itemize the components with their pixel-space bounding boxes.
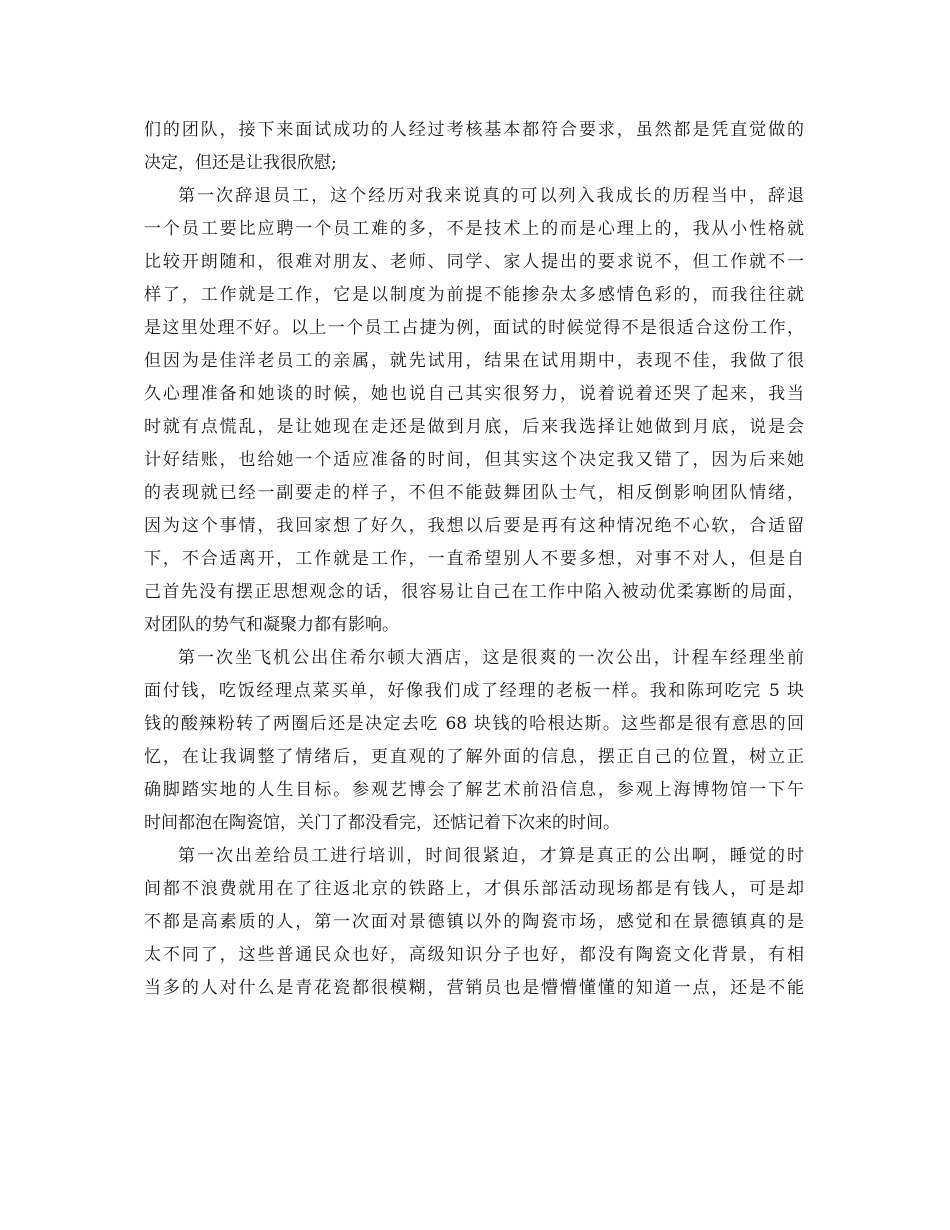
text-line: 间都不浪费就用在了往返北京的铁路上，才俱乐部活动现场都是有钱人，可是却 (144, 879, 804, 899)
text-line: 忆，在让我调整了情绪后，更直观的了解外面的信息，摆正自己的位置，树立正 (144, 747, 804, 767)
text-line: 不都是高素质的人，第一次面对景德镇以外的陶瓷市场，感觉和在景德镇真的是 (144, 912, 804, 932)
text-line: 决定，但还是让我很欣慰; (144, 153, 337, 173)
text-line: 因为这个事情，我回家想了好久，我想以后要是再有这种情况绝不心软，合适留 (144, 516, 804, 536)
text-line: 第一次出差给员工进行培训，时间很紧迫，才算是真正的公出啊，睡觉的时 (178, 846, 804, 866)
text-line: 样了，工作就是工作，它是以制度为前提不能掺杂太多感情色彩的，而我往往就 (144, 285, 804, 305)
text-line: 第一次辞退员工，这个经历对我来说真的可以列入我成长的历程当中，辞退 (178, 186, 804, 206)
text-line: 第一次坐飞机公出住希尔顿大酒店，这是很爽的一次公出，计程车经理坐前 (178, 648, 804, 668)
text-line: 面付钱，吃饭经理点菜买单，好像我们成了经理的老板一样。我和陈珂吃完 5 块 (144, 681, 804, 701)
text-line: 确脚踏实地的人生目标。参观艺博会了解艺术前沿信息，参观上海博物馆一下午 (144, 780, 804, 800)
text-line: 太不同了，这些普通民众也好，高级知识分子也好，都没有陶瓷文化背景，有相 (144, 945, 804, 965)
text-line: 下，不合适离开，工作就是工作，一直希望别人不要多想，对事不对人，但是自 (144, 549, 804, 569)
text-line: 久心理准备和她谈的时候，她也说自己其实很努力，说着说着还哭了起来，我当 (144, 384, 804, 404)
text-line: 但因为是佳洋老员工的亲属，就先试用，结果在试用期中，表现不佳，我做了很 (144, 351, 804, 371)
text-line: 时就有点慌乱，是让她现在走还是做到月底，后来我选择让她做到月底，说是会 (144, 417, 804, 437)
text-line: 对团队的势气和凝聚力都有影响。 (144, 615, 399, 635)
text-line: 一个员工要比应聘一个员工难的多，不是技术上的而是心理上的，我从小性格就 (144, 219, 804, 239)
text-line: 时间都泡在陶瓷馆，关门了都没看完，还惦记着下次来的时间。 (144, 813, 620, 833)
text-line: 计好结账，也给她一个适应准备的时间，但其实这个决定我又错了，因为后来她 (144, 450, 804, 470)
text-line: 比较开朗随和，很难对朋友、老师、同学、家人提出的要求说不，但工作就不一 (144, 252, 804, 272)
text-line: 的表现就已经一副要走的样子，不但不能鼓舞团队士气，相反倒影响团队情绪， (144, 483, 804, 503)
text-line: 己首先没有摆正思想观念的话，很容易让自己在工作中陷入被动优柔寡断的局面， (144, 582, 804, 602)
text-line: 钱的酸辣粉转了两圈后还是决定去吃 68 块钱的哈根达斯。这些都是很有意思的回 (144, 714, 804, 734)
text-line: 们的团队，接下来面试成功的人经过考核基本都符合要求，虽然都是凭直觉做的 (144, 120, 804, 140)
body-text (144, 114, 804, 1005)
text-line: 当多的人对什么是青花瓷都很模糊，营销员也是懵懵懂懂的知道一点，还是不能 (144, 978, 804, 998)
text-line: 是这里处理不好。以上一个员工占捷为例，面试的时候觉得不是很适合这份工作， (144, 318, 804, 338)
